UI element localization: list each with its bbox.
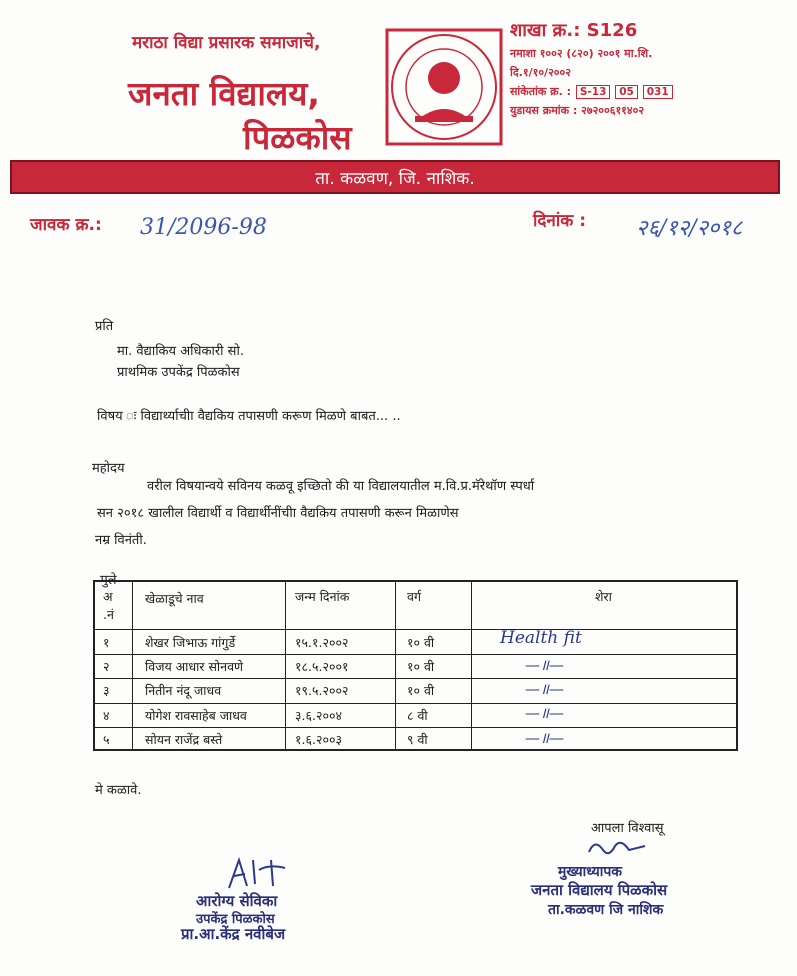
body-line-1: वरील विषयान्वये सविनय कळवू इच्छितो की या विद्यालयातील म.वि.प्र.मॅरेथॉण स्पर्धा	[147, 479, 535, 494]
date-value: २६/१२/२०१८	[636, 216, 743, 241]
header-birth-date: जन्म दिनांक	[295, 589, 350, 604]
headmaster-school: जनता विद्यालय पिळकोस	[531, 881, 668, 899]
table-cell-class: १० वी	[407, 635, 435, 650]
header-class: वर्ग	[407, 589, 421, 604]
table-cell-class: ९ वी	[407, 732, 428, 747]
table-cell-name: विजय आधार सोनवणे	[145, 659, 244, 674]
school-name: जनता विद्यालय,	[128, 74, 320, 113]
recipient-line-1: मा. वैद्याकिय अधिकारी सो.	[117, 344, 244, 359]
table-cell-remark: Health fit	[500, 628, 582, 648]
header-serial: अ .नं	[103, 589, 114, 622]
udise-number: युडायस क्रमांक : २७२००६११४०२	[510, 104, 645, 117]
school-address: ता. कळवण, जि. नाशिक.	[315, 169, 475, 189]
table-cell-dob: ३.६.२००४	[295, 708, 342, 723]
code-part: 031	[643, 85, 673, 99]
closing-note: मे कळावे.	[95, 783, 142, 798]
yours-faithfully: आपला विश्वासू	[591, 821, 664, 836]
approval-date: दि.१/१०/२००२	[510, 66, 571, 79]
body-line-3: नम्र विनंती.	[95, 533, 147, 548]
table-cell-remark: —॥—	[525, 680, 564, 698]
table-cell-remark: —॥—	[525, 704, 564, 722]
outward-number-value: 31/2096-98	[140, 215, 267, 240]
table-cell-remark: —॥—	[525, 656, 564, 674]
code-part: S-13	[576, 85, 611, 99]
approval-number: नमाशा १००२ (८२०) २००१ मा.शि.	[510, 47, 653, 60]
letterhead-registration-block	[510, 18, 673, 118]
table-cell-dob: १५.१.२००२	[295, 635, 349, 650]
branch-number: शाखा क्र.: S126	[510, 20, 638, 41]
salutation: महोदय	[92, 461, 125, 476]
date-label: दिनांक :	[533, 211, 587, 231]
headmaster-title: मुख्याध्यापक	[558, 864, 623, 880]
school-logo-emblem	[385, 28, 503, 146]
body-line-2: सन २०१८ खालील विद्यार्थी व विद्यार्थीनींचीा वैद्यकिय तपासणी करून मिळाणेस	[97, 506, 459, 521]
code-row	[510, 84, 673, 99]
society-name: मराठा विद्या प्रसारक समाजाचे,	[132, 33, 321, 53]
table-cell-dob: १८.५.२००१	[295, 659, 349, 674]
boys-section-label: मुले	[100, 573, 117, 588]
health-worker-subcentre: उपकेंद्र पिळकोस	[196, 912, 275, 927]
code-label: सांकेतांक क्र. :	[510, 85, 571, 98]
table-cell-serial: ३	[103, 683, 110, 698]
table-cell-remark: —॥—	[525, 729, 564, 747]
table-cell-name: योगेश रावसाहेब जाधव	[145, 708, 247, 723]
table-cell-name: शेखर जिभाऊ गांगुर्डे	[145, 635, 236, 650]
code-part: 05	[615, 85, 638, 99]
table-cell-name: सोयन राजेंद्र बस्ते	[145, 732, 223, 747]
recipient-line-2: प्राथमिक उपकेंद्र पिळकोस	[117, 365, 240, 380]
students-table	[93, 580, 738, 751]
table-cell-serial: १	[103, 635, 110, 650]
health-worker-phc: प्रा.आ.केंद्र नवीबेज	[181, 925, 286, 943]
table-cell-name: नितीन नंदू जाधव	[145, 683, 222, 698]
table-cell-serial: ४	[103, 708, 110, 723]
header-player-name: खेळाडूचे नाव	[145, 591, 204, 606]
table-cell-serial: २	[103, 659, 110, 674]
headmaster-signature	[585, 836, 655, 860]
subject-line: विषय ः विद्यार्थ्याचीा वैद्यकिय तपासणी करूण मिळणे बाबत... ..	[97, 409, 401, 424]
header-remark: शेरा	[595, 589, 612, 604]
school-village: पिळकोस	[243, 118, 352, 157]
health-worker-signature	[225, 856, 295, 892]
health-worker-title: आरोग्य सेविका	[196, 892, 278, 910]
table-cell-dob: १.६.२००३	[295, 732, 342, 747]
table-cell-class: ८ वी	[407, 708, 428, 723]
headmaster-address: ता.कळवण जि नाशिक	[548, 902, 664, 918]
table-cell-dob: १९.५.२००२	[295, 683, 349, 698]
table-cell-serial: ५	[103, 732, 110, 747]
recipient-prefix: प्रति	[95, 319, 114, 334]
table-cell-class: १० वी	[407, 683, 435, 698]
outward-number-label: जावक क्र.:	[30, 215, 102, 235]
table-cell-class: १० वी	[407, 659, 435, 674]
